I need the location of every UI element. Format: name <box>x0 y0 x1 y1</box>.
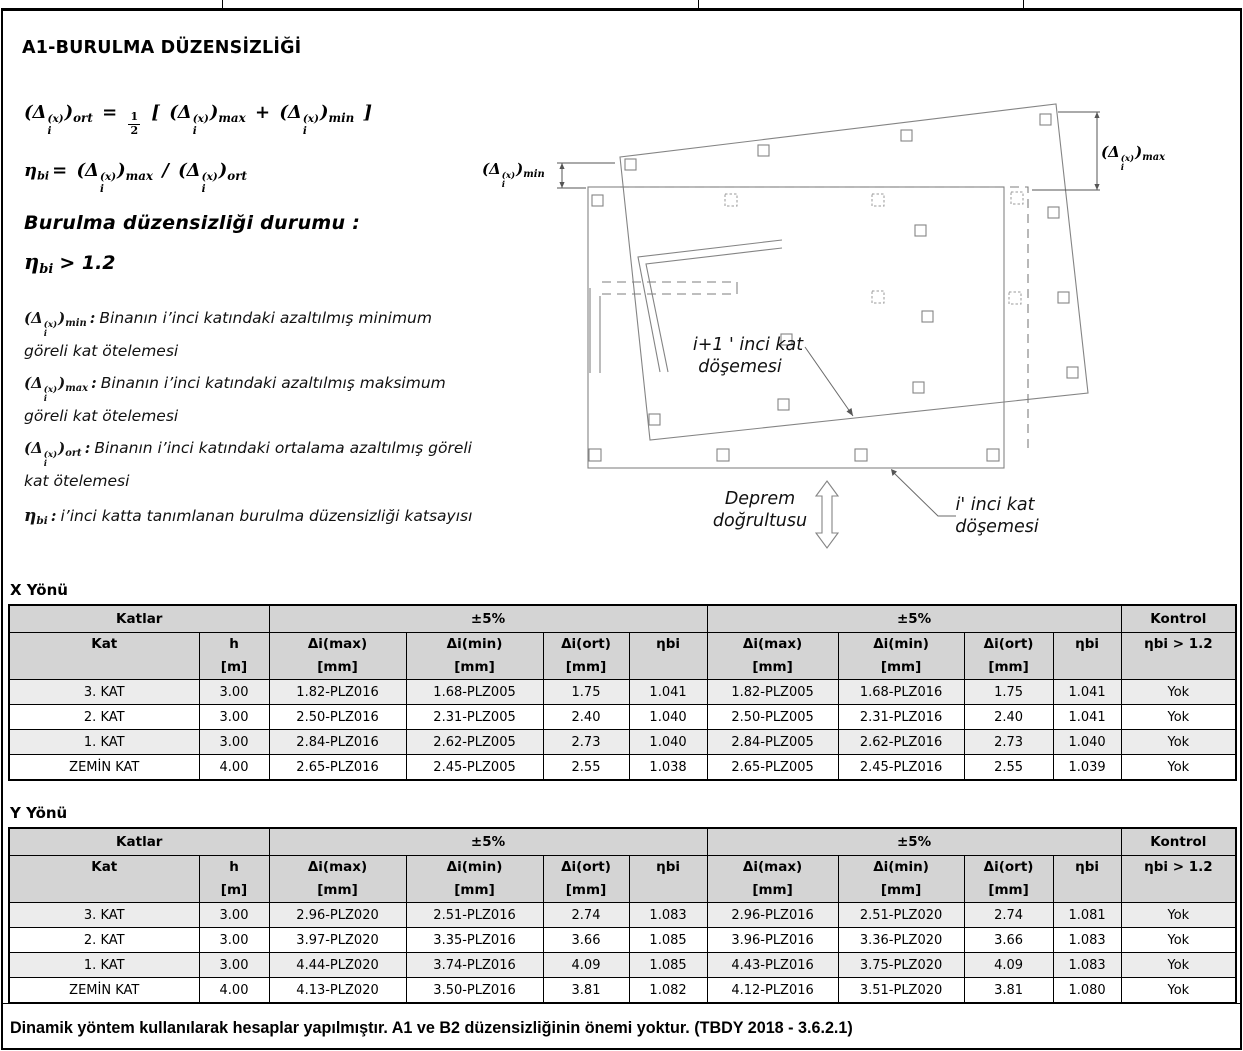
delta-symbol: (Δ (x) i )$_{ort}$ <box>24 439 82 470</box>
left-bracket: [ <box>151 102 160 123</box>
table-cell: 3.74-PLZ016 <box>406 953 543 978</box>
table-row <box>9 730 1236 755</box>
col-group-kontrol: Kontrol <box>1121 605 1236 633</box>
col-header-eta: ηbi <box>1053 856 1121 903</box>
definition-text: Binanın i’inci katındaki ortalama azaltılmış göreli kat ötelemesi <box>24 439 472 490</box>
column-square <box>987 449 999 461</box>
column-square <box>913 382 924 393</box>
table-cell: 1.68-PLZ016 <box>838 680 964 705</box>
earthquake-direction-arrow <box>816 481 838 548</box>
column-square <box>592 195 603 206</box>
col-header-eta: ηbi <box>629 633 707 680</box>
table-cell: 2.31-PLZ005 <box>406 705 543 730</box>
table-cell: 3.96-PLZ016 <box>707 928 838 953</box>
table-cell: 1. KAT <box>9 953 199 978</box>
plus-sign: + <box>254 102 271 123</box>
table-cell: 4.12-PLZ016 <box>707 978 838 1004</box>
table-cell: 3.81 <box>543 978 629 1004</box>
table-cell: 1.040 <box>1053 730 1121 755</box>
column-square <box>717 449 729 461</box>
delta-symbol: (Δ (x) i )$_{min}$ <box>24 309 87 340</box>
table-cell: 2.65-PLZ005 <box>707 755 838 781</box>
column-square <box>778 399 789 410</box>
table-cell: 3.97-PLZ020 <box>269 928 406 953</box>
table-cell: 2.65-PLZ016 <box>269 755 406 781</box>
delta-symbol: (Δ (x) i )$_{ort}$ <box>178 160 247 195</box>
table-cell: 2.55 <box>543 755 629 781</box>
table-cell: 1.085 <box>629 928 707 953</box>
page-title: A1-BURULMA DÜZENSİZLİĞİ <box>22 38 302 58</box>
table-cell: 4.43-PLZ016 <box>707 953 838 978</box>
column-square <box>1058 292 1069 303</box>
col-group-pm5-left: ±5% <box>269 828 707 856</box>
table-cell: 2.31-PLZ016 <box>838 705 964 730</box>
upper-floor-label-line1: i+1 ' inci kat <box>692 335 804 355</box>
col-header-h: h [m] <box>199 856 269 903</box>
eta-bi-symbol: ηbi <box>24 506 48 528</box>
column-square <box>922 311 933 322</box>
col-header-kontrol: ηbi > 1.2 <box>1121 633 1236 680</box>
table-cell: 1.040 <box>629 730 707 755</box>
col-header-dmax: Δi(max) [mm] <box>707 633 838 680</box>
table-cell: ZEMİN KAT <box>9 755 199 781</box>
table-cell: 3. KAT <box>9 903 199 928</box>
table-cell: 3. KAT <box>9 680 199 705</box>
column-square <box>649 414 660 425</box>
table-cell: 3.00 <box>199 730 269 755</box>
table-cell: 2.62-PLZ005 <box>406 730 543 755</box>
col-header-eta: ηbi <box>1053 633 1121 680</box>
table-cell: 2.73 <box>964 730 1053 755</box>
table-cell: 4.00 <box>199 755 269 781</box>
table-cell: 2.51-PLZ020 <box>838 903 964 928</box>
table-cell: Yok <box>1121 978 1236 1004</box>
table-cell: 2.50-PLZ005 <box>707 705 838 730</box>
col-group-kontrol: Kontrol <box>1121 828 1236 856</box>
earthquake-label-line1: Deprem <box>724 489 796 509</box>
equals-sign: = <box>52 160 68 181</box>
table-cell: 3.00 <box>199 953 269 978</box>
section-title-x: X Yönü <box>10 581 68 599</box>
table-cell: Yok <box>1121 680 1236 705</box>
column-square <box>758 145 769 156</box>
table-cell: 2.45-PLZ016 <box>838 755 964 781</box>
definition-text: Binanın i’inci katındaki azaltılmış minimum göreli kat ötelemesi <box>24 309 432 360</box>
column-square <box>901 130 912 141</box>
lower-floor-leader <box>893 472 956 516</box>
col-header-dort: Δi(ort) [mm] <box>964 633 1053 680</box>
table-cell: 1.82-PLZ016 <box>269 680 406 705</box>
table-cell: 4.13-PLZ020 <box>269 978 406 1004</box>
table-cell: Yok <box>1121 755 1236 781</box>
table-cell: 3.81 <box>964 978 1053 1004</box>
table-cell: Yok <box>1121 730 1236 755</box>
eta-bi-symbol: ηbi <box>24 249 54 277</box>
table-cell: 1.040 <box>629 705 707 730</box>
col-header-dmin: Δi(min) [mm] <box>406 856 543 903</box>
col-header-dmin: Δi(min) [mm] <box>838 633 964 680</box>
table-cell: 2.96-PLZ016 <box>707 903 838 928</box>
col-header-dmax: Δi(max) [mm] <box>707 856 838 903</box>
upper-floor-slab-outline <box>620 104 1088 440</box>
table-cell: 2.84-PLZ016 <box>269 730 406 755</box>
col-header-dmin: Δi(min) [mm] <box>406 633 543 680</box>
definition-text: i’inci katta tanımlanan burulma düzensizliği katsayısı <box>60 507 473 525</box>
col-group-pm5-left: ±5% <box>269 605 707 633</box>
delta-symbol: (Δ (x) i )$_{ort}$ <box>24 102 93 137</box>
table-row <box>9 953 1236 978</box>
delta-symbol: (Δ (x) i )$_{max}$ <box>76 160 153 195</box>
footer-note: Dinamik yöntem kullanılarak hesaplar yapılmıştır. A1 ve B2 düzensizliğinin önemi yoktur. (TBDY 2018 - 3.6.2.1) <box>10 1018 853 1037</box>
table-cell: 2.84-PLZ005 <box>707 730 838 755</box>
table-row <box>9 705 1236 730</box>
irregularity-table-x <box>8 604 1237 781</box>
col-header-eta: ηbi <box>629 856 707 903</box>
table-cell: 3.51-PLZ020 <box>838 978 964 1004</box>
table-cell: 1.75 <box>964 680 1053 705</box>
dashed-column-square <box>725 194 737 206</box>
table-cell: 1.082 <box>629 978 707 1004</box>
column-square <box>1048 207 1059 218</box>
dashed-slab-outline <box>620 187 1028 448</box>
table-cell: 3.36-PLZ020 <box>838 928 964 953</box>
table-cell: Yok <box>1121 903 1236 928</box>
upper-floor-label-line2: döşemesi <box>698 357 782 377</box>
table-cell: 3.00 <box>199 928 269 953</box>
table-cell: 4.09 <box>543 953 629 978</box>
col-header-kat: Kat <box>9 856 199 903</box>
table-cell: 2.40 <box>964 705 1053 730</box>
table-cell: 1.041 <box>1053 705 1121 730</box>
table-cell: Yok <box>1121 705 1236 730</box>
table-cell: 1.080 <box>1053 978 1121 1004</box>
table-cell: 2.74 <box>543 903 629 928</box>
table-y-wrapper <box>8 827 1237 1004</box>
delta-symbol: (Δ (x) i )$_{max}$ <box>24 374 89 405</box>
table-cell: 4.09 <box>964 953 1053 978</box>
table-cell: 1.081 <box>1053 903 1121 928</box>
table-cell: 2.62-PLZ016 <box>838 730 964 755</box>
column-square <box>855 449 867 461</box>
table-cell: Yok <box>1121 953 1236 978</box>
table-header-row <box>9 633 1236 680</box>
irregularity-table-y <box>8 827 1237 1004</box>
table-cell: 3.66 <box>543 928 629 953</box>
table-cell: 2.45-PLZ005 <box>406 755 543 781</box>
definition-delta-max: (Δ (x) i )$_{max}$ : Binanın i’inci katındaki azaltılmış maksimum göreli kat ötelemesi <box>24 373 446 425</box>
table-cell: 2. KAT <box>9 928 199 953</box>
column-square <box>625 159 636 170</box>
table-cell: 3.66 <box>964 928 1053 953</box>
table-cell: 1.041 <box>629 680 707 705</box>
dashed-column-square <box>872 194 884 206</box>
table-cell: 1.038 <box>629 755 707 781</box>
table-cell: 3.00 <box>199 705 269 730</box>
col-header-kontrol: ηbi > 1.2 <box>1121 856 1236 903</box>
delta-symbol: (Δ (x) i )$_{min}$ <box>279 102 355 137</box>
dashed-beam <box>602 282 737 294</box>
table-cell: 1.039 <box>1053 755 1121 781</box>
upper-floor-leader <box>805 347 853 416</box>
table-cell: 2. KAT <box>9 705 199 730</box>
divide-sign: / <box>162 160 169 181</box>
table-cell: 1. KAT <box>9 730 199 755</box>
table-cell: 3.75-PLZ020 <box>838 953 964 978</box>
lower-floor-slab-outline <box>588 187 1004 468</box>
dashed-column-square <box>1009 292 1021 304</box>
table-cell: 1.041 <box>1053 680 1121 705</box>
table-header-row <box>9 856 1236 903</box>
table-cell: 1.083 <box>1053 953 1121 978</box>
table-cell: 3.35-PLZ016 <box>406 928 543 953</box>
col-header-dort: Δi(ort) [mm] <box>543 633 629 680</box>
definition-delta-min: (Δ (x) i )$_{min}$ : Binanın i’inci katındaki azaltılmış minimum göreli kat ötelemesi <box>24 308 432 360</box>
col-group-pm5-right: ±5% <box>707 828 1121 856</box>
table-row <box>9 903 1236 928</box>
table-cell: 2.73 <box>543 730 629 755</box>
definition-text: Binanın i’inci katındaki azaltılmış maksimum göreli kat ötelemesi <box>24 374 446 425</box>
table-cell: 1.82-PLZ005 <box>707 680 838 705</box>
col-group-pm5-right: ±5% <box>707 605 1121 633</box>
table-cell: 3.50-PLZ016 <box>406 978 543 1004</box>
definition-eta-bi: ηbi : i’inci katta tanımlanan burulma düzensizliği katsayısı <box>24 506 473 528</box>
earthquake-label-line2: doğrultusu <box>712 511 808 531</box>
col-header-h: h [m] <box>199 633 269 680</box>
delta-min-label: (Δ (x) i )$_{min}$ <box>482 160 545 191</box>
column-square <box>1040 114 1051 125</box>
table-row <box>9 978 1236 1004</box>
table-cell: 2.74 <box>964 903 1053 928</box>
right-bracket: ] <box>363 102 373 123</box>
section-title-y: Y Yönü <box>10 804 68 822</box>
one-half-fraction: $\frac{1}{2}$ <box>130 110 139 137</box>
dashed-column-square <box>872 291 884 303</box>
table-cell: 1.75 <box>543 680 629 705</box>
table-group-header-row <box>9 605 1236 633</box>
col-header-dmax: Δi(max) [mm] <box>269 856 406 903</box>
table-cell: 4.44-PLZ020 <box>269 953 406 978</box>
condition-expression: ηbi > 1.2 <box>24 249 116 277</box>
table-cell: 3.00 <box>199 903 269 928</box>
table-cell: 4.00 <box>199 978 269 1004</box>
table-cell: 1.68-PLZ005 <box>406 680 543 705</box>
lower-floor-label-line2: döşemesi <box>955 517 1039 537</box>
footer-divider <box>2 1003 1241 1004</box>
table-group-header-row <box>9 828 1236 856</box>
eta-bi-symbol: ηbi <box>24 160 50 183</box>
table-row <box>9 928 1236 953</box>
dimension-min <box>557 163 615 188</box>
table-cell: 1.083 <box>629 903 707 928</box>
col-group-katlar: Katlar <box>9 605 269 633</box>
table-cell: ZEMİN KAT <box>9 978 199 1004</box>
lower-floor-label-line1: i' inci kat <box>955 495 1035 515</box>
col-header-dort: Δi(ort) [mm] <box>543 856 629 903</box>
col-header-dmax: Δi(max) [mm] <box>269 633 406 680</box>
table-cell: 1.085 <box>629 953 707 978</box>
equals-sign: = <box>102 102 118 123</box>
col-header-dort: Δi(ort) [mm] <box>964 856 1053 903</box>
table-cell: Yok <box>1121 928 1236 953</box>
definition-delta-ort: (Δ (x) i )$_{ort}$ : Binanın i’inci katındaki ortalama azaltılmış göreli kat ötelemesi <box>24 438 472 490</box>
col-header-dmin: Δi(min) [mm] <box>838 856 964 903</box>
column-square <box>589 449 601 461</box>
table-cell: 2.96-PLZ020 <box>269 903 406 928</box>
table-row <box>9 680 1236 705</box>
condition-title: Burulma düzensizliği durumu : <box>24 212 361 234</box>
table-cell: 1.083 <box>1053 928 1121 953</box>
delta-max-label: (Δ (x) i )$_{max}$ <box>1101 143 1166 174</box>
delta-symbol: (Δ (x) i )$_{max}$ <box>169 102 246 137</box>
dashed-column-square <box>1011 192 1023 204</box>
table-cell: 2.40 <box>543 705 629 730</box>
table-cell: 2.55 <box>964 755 1053 781</box>
column-square <box>1067 367 1078 378</box>
table-cell: 3.00 <box>199 680 269 705</box>
col-group-katlar: Katlar <box>9 828 269 856</box>
table-cell: 2.51-PLZ016 <box>406 903 543 928</box>
table-cell: 2.50-PLZ016 <box>269 705 406 730</box>
column-square <box>915 225 926 236</box>
table-row <box>9 755 1236 781</box>
col-header-kat: Kat <box>9 633 199 680</box>
table-x-wrapper <box>8 604 1237 781</box>
